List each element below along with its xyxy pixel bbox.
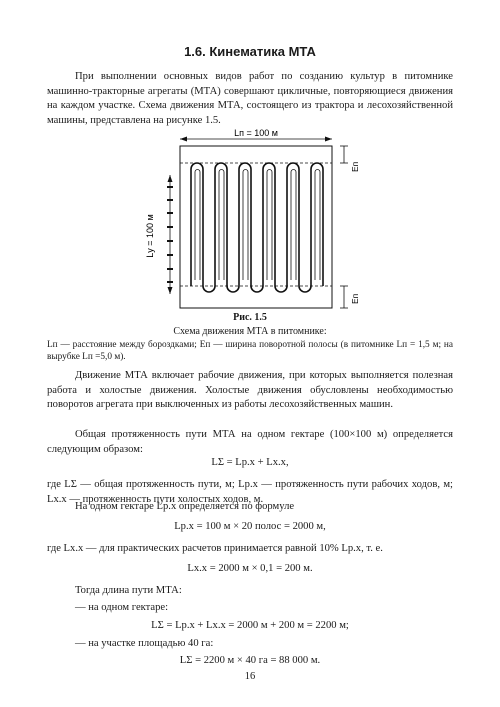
- list-item-one-hectare: — на одном гектаре:: [75, 602, 169, 613]
- top-headland-label: Еп: [350, 161, 360, 172]
- formula-2: Lр.х = 100 м × 20 полос = 2000 м,: [174, 521, 326, 532]
- side-dimension-label: Lу = 100 м: [145, 214, 155, 258]
- intro-paragraph: При выполнении основных видов работ по созданию культур в питомнике машинно-тракторные агрегаты (МТА) совершают цикличные, повторяющиеся движения на каждом участке. Схема движения МТА, состоящего из трактора и лесохозяйственной машины, представлена на рисунке 1.5.: [47, 71, 453, 126]
- paragraph-7: Тогда длина пути МТА:: [75, 585, 182, 596]
- paragraph-5: На одном гектаре Lр.х определяется по формуле: [75, 501, 295, 512]
- bottom-headland-label: Еп: [350, 293, 360, 304]
- formula-3: Lх.х = 2000 м × 0,1 = 200 м.: [187, 563, 313, 574]
- formula-5: LΣ = 2200 м × 40 га = 88 000 м.: [179, 655, 321, 666]
- formula-4: LΣ = Lр.х + Lх.х = 2000 м + 200 м = 2200 м;: [151, 620, 349, 631]
- figure-caption-subtitle: Схема движения МТА в питомнике:: [173, 326, 327, 337]
- section-title: 1.6. Кинематика МТА: [184, 44, 316, 59]
- figure-caption-title: Рис. 1.5: [233, 312, 267, 323]
- top-dimension-label: Lп = 100 м: [234, 128, 278, 138]
- list-item-forty-hectares: — на участке площадью 40 га:: [75, 638, 214, 649]
- paragraph-4: где LΣ — общая протяженность пути, м; Lр.х — протяженность пути рабочих ходов, м; Lх.х — протяженность пути холостых ходов, м.: [47, 479, 453, 505]
- figure-mta-movement-scheme: [0, 124, 500, 312]
- figure-legend: Lп — расстояние между бороздками; Еп — ширина поворотной полосы (в питомнике Lп = 1,5 м; на вырубке Lп =5,0 м).: [47, 340, 453, 363]
- mta-path: [191, 163, 323, 292]
- page-number: 16: [244, 671, 256, 682]
- formula-1: LΣ = Lр.х + Lх.х,: [211, 457, 289, 468]
- paragraph-3: Общая протяженность пути МТА на одном гектаре (100×100 м) определяется следующим образом:: [47, 429, 453, 455]
- paragraph-6: где Lх.х — для практических расчетов принимается равной 10% Lр.х, т. е.: [47, 543, 383, 554]
- paragraph-2: Движение МТА включает рабочие движения, при которых выполняется полезная работа и холостые движения. Холостые движения обусловлены необходимостью поворотов агрегата при выключенных из работы лесохозяйственных машин.: [47, 370, 453, 411]
